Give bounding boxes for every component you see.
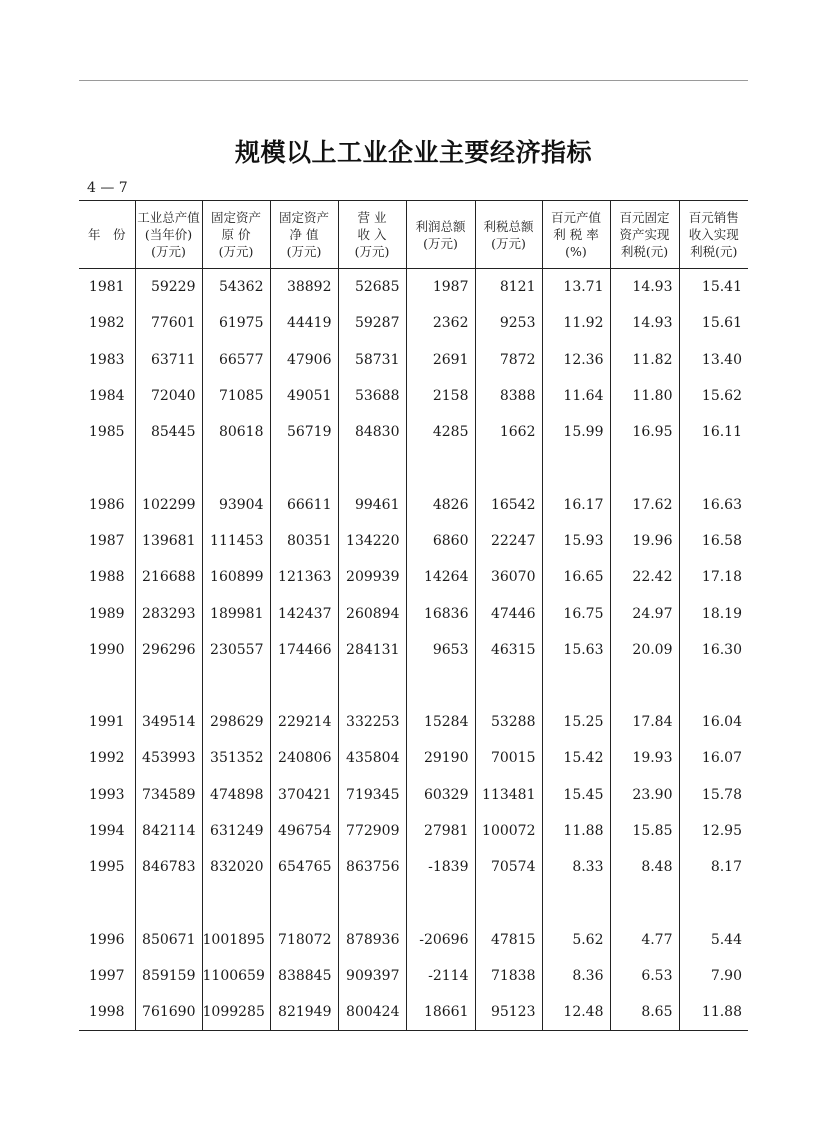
value-cell: 2691 [406,342,475,378]
value-cell: 54362 [202,269,270,306]
spacer-cell [406,450,475,486]
value-cell: 453993 [135,740,202,776]
year-cell: 1993 [88,786,125,803]
spacer-cell [270,450,338,486]
spacer-cell [679,450,748,486]
header-line: 利税(元) [620,244,669,259]
header-line: 原 价 [221,227,251,242]
value-cell: 36070 [475,559,542,595]
value-cell: 850671 [135,921,202,957]
value-cell: 14.93 [610,305,679,341]
value-cell: 44419 [270,305,338,341]
value-cell: 61975 [202,305,270,341]
header-line: 年 份 [87,227,126,242]
page-title: 规模以上工业企业主要经济指标 [234,138,592,167]
year-cell: 1992 [88,750,125,767]
year-cell: 1982 [88,315,125,332]
value-cell: 909397 [338,958,406,994]
spacer-cell [679,885,748,921]
table-row [79,740,748,776]
value-cell: 8.17 [679,849,748,885]
value-cell: 13.71 [542,269,610,306]
table-row [79,813,748,849]
value-cell: 1100659 [202,958,270,994]
value-cell: 100072 [475,813,542,849]
spacer-cell [79,668,135,704]
value-cell: 4285 [406,414,475,450]
value-cell: 66577 [202,342,270,378]
table-row [79,921,748,957]
value-cell: 5.62 [542,921,610,957]
value-cell: 349514 [135,704,202,740]
header-line: (万元) [354,244,390,259]
value-cell: 59287 [338,305,406,341]
value-cell: 12.48 [542,994,610,1031]
header-gross-output [135,201,202,269]
value-cell: 23.90 [610,777,679,813]
value-cell: 878936 [338,921,406,957]
value-cell: 113481 [475,777,542,813]
year-cell: 1984 [88,388,125,405]
spacer-cell [338,885,406,921]
value-cell: 772909 [338,813,406,849]
value-cell: 7872 [475,342,542,378]
value-cell: 52685 [338,269,406,306]
header-line: (万元) [423,235,458,251]
value-cell: 15.41 [679,269,748,306]
value-cell: 53688 [338,378,406,414]
value-cell: 1662 [475,414,542,450]
value-cell: 209939 [338,559,406,595]
spacer-cell [610,668,679,704]
value-cell: 12.95 [679,813,748,849]
value-cell: 15.25 [542,704,610,740]
value-cell: 821949 [270,994,338,1031]
value-cell: 11.88 [542,813,610,849]
spacer-cell [542,885,610,921]
header-line: (万元) [151,244,186,259]
value-cell: 435804 [338,740,406,776]
value-cell: 16836 [406,595,475,631]
value-cell: 19.93 [610,740,679,776]
value-cell: 16.75 [542,595,610,631]
value-cell: 230557 [202,632,270,668]
value-cell: 47446 [475,595,542,631]
value-cell: 29190 [406,740,475,776]
header-output-tax-rate [542,201,610,269]
value-cell: 6.53 [610,958,679,994]
value-cell: 15.62 [679,378,748,414]
spacer-cell [202,668,270,704]
value-cell: 18.19 [679,595,748,631]
table-row [79,704,748,740]
table-row [79,777,748,813]
year-cell: 1998 [79,994,135,1031]
value-cell: 800424 [338,994,406,1031]
table-row [79,269,748,306]
group-spacer-row [79,885,748,921]
table-row [79,523,748,559]
value-cell: 260894 [338,595,406,631]
header-line: 百元固定 [619,210,670,225]
value-cell: 11.92 [542,305,610,341]
value-cell: 863756 [338,849,406,885]
value-cell: 22.42 [610,559,679,595]
header-line: 利 税 率 [553,227,599,242]
value-cell: 11.64 [542,378,610,414]
value-cell: 6860 [406,523,475,559]
year-cell: 1988 [88,569,125,586]
spacer-cell [406,885,475,921]
indicator-table [79,200,748,1031]
value-cell: 15.85 [610,813,679,849]
value-cell: 70574 [475,849,542,885]
value-cell: 20.09 [610,632,679,668]
value-cell: 16.95 [610,414,679,450]
value-cell: 14.93 [610,269,679,306]
table-row [79,378,748,414]
value-cell: 47815 [475,921,542,957]
header-line: (万元) [491,235,526,251]
value-cell: -2114 [406,958,475,994]
value-cell: 16.65 [542,559,610,595]
spacer-cell [79,885,135,921]
table-header-row [79,201,748,269]
value-cell: 2158 [406,378,475,414]
value-cell: 283293 [135,595,202,631]
value-cell: 631249 [202,813,270,849]
value-cell: 15.78 [679,777,748,813]
spacer-cell [135,885,202,921]
header-line: (当年价) [144,227,193,242]
value-cell: 229214 [270,704,338,740]
value-cell: 8.33 [542,849,610,885]
year-cell: 1991 [88,714,125,731]
value-cell: 84830 [338,414,406,450]
value-cell: 66611 [270,486,338,522]
table-row [79,414,748,450]
value-cell: 80618 [202,414,270,450]
value-cell: 99461 [338,486,406,522]
value-cell: 95123 [475,994,542,1031]
value-cell: 5.44 [679,921,748,957]
table-row [79,305,748,341]
value-cell: 859159 [135,958,202,994]
header-sales-tax [679,201,748,269]
year-cell: 1987 [88,532,125,549]
top-rule [79,80,748,81]
year-cell: 1985 [88,424,125,441]
value-cell: 56719 [270,414,338,450]
spacer-cell [679,668,748,704]
header-total-profit [406,201,475,269]
value-cell: 17.18 [679,559,748,595]
value-cell: 142437 [270,595,338,631]
table-row [79,559,748,595]
value-cell: 16.17 [542,486,610,522]
value-cell: 332253 [338,704,406,740]
year-cell: 1996 [88,931,125,948]
value-cell: 1987 [406,269,475,306]
value-cell: 15.42 [542,740,610,776]
table-row [79,994,748,1031]
year-cell: 1990 [88,641,125,658]
spacer-cell [610,885,679,921]
value-cell: 17.84 [610,704,679,740]
value-cell: 761690 [135,994,202,1031]
header-line: 利税(元) [690,244,738,259]
value-cell: -20696 [406,921,475,957]
value-cell: 9253 [475,305,542,341]
value-cell: 121363 [270,559,338,595]
table-row [79,632,748,668]
year-cell: 1983 [88,351,125,368]
value-cell: 11.88 [679,994,748,1031]
value-cell: 1001895 [202,921,270,957]
value-cell: 16542 [475,486,542,522]
value-cell: 77601 [135,305,202,341]
table-code: 4 — 7 [87,180,128,196]
header-line: 净 值 [289,227,319,242]
value-cell: 12.36 [542,342,610,378]
value-cell: 134220 [338,523,406,559]
value-cell: 11.80 [610,378,679,414]
value-cell: 189981 [202,595,270,631]
value-cell: 718072 [270,921,338,957]
value-cell: 71085 [202,378,270,414]
value-cell: 27981 [406,813,475,849]
value-cell: 8121 [475,269,542,306]
spacer-cell [270,668,338,704]
value-cell: 842114 [135,813,202,849]
year-cell: 1981 [88,279,125,296]
spacer-cell [542,668,610,704]
value-cell: 174466 [270,632,338,668]
table-body [79,269,748,1031]
value-cell: 734589 [135,777,202,813]
value-cell: 11.82 [610,342,679,378]
header-fixed-asset-tax [610,201,679,269]
value-cell: 474898 [202,777,270,813]
value-cell: 8.48 [610,849,679,885]
value-cell: 15.45 [542,777,610,813]
value-cell: 16.63 [679,486,748,522]
year-cell: 1995 [88,859,125,876]
value-cell: 19.96 [610,523,679,559]
table-row [79,486,748,522]
value-cell: 16.30 [679,632,748,668]
value-cell: 59229 [135,269,202,306]
value-cell: 71838 [475,958,542,994]
value-cell: 9653 [406,632,475,668]
value-cell: 14264 [406,559,475,595]
value-cell: 16.04 [679,704,748,740]
value-cell: 72040 [135,378,202,414]
value-cell: 60329 [406,777,475,813]
header-profit-tax [475,201,542,269]
header-revenue [338,201,406,269]
spacer-cell [270,885,338,921]
value-cell: 53288 [475,704,542,740]
table-row [79,958,748,994]
value-cell: 24.97 [610,595,679,631]
value-cell: 102299 [135,486,202,522]
value-cell: 838845 [270,958,338,994]
spacer-cell [135,450,202,486]
spacer-cell [135,668,202,704]
spacer-cell [202,450,270,486]
table-row [79,595,748,631]
value-cell: 160899 [202,559,270,595]
table-row [79,342,748,378]
value-cell: 139681 [135,523,202,559]
value-cell: 15.99 [542,414,610,450]
header-line: 收入实现 [688,227,739,242]
header-line: 营 业 [357,210,387,225]
value-cell: 15284 [406,704,475,740]
header-line: 固定资产 [210,210,261,225]
spacer-cell [406,668,475,704]
value-cell: 216688 [135,559,202,595]
value-cell: 719345 [338,777,406,813]
value-cell: 46315 [475,632,542,668]
spacer-cell [202,885,270,921]
value-cell: 284131 [338,632,406,668]
value-cell: 2362 [406,305,475,341]
value-cell: 15.93 [542,523,610,559]
header-line: 百元产值 [550,210,601,225]
value-cell: 654765 [270,849,338,885]
value-cell: 4826 [406,486,475,522]
value-cell: 16.58 [679,523,748,559]
value-cell: 80351 [270,523,338,559]
value-cell: 63711 [135,342,202,378]
value-cell: 846783 [135,849,202,885]
value-cell: 832020 [202,849,270,885]
value-cell: 85445 [135,414,202,450]
spacer-cell [475,450,542,486]
header-fixed-assets-net [270,201,338,269]
header-line: 百元销售 [688,210,739,225]
value-cell: 16.11 [679,414,748,450]
value-cell: 18661 [406,994,475,1031]
value-cell: 70015 [475,740,542,776]
value-cell: -1839 [406,849,475,885]
header-line: 工业总产值 [137,210,200,225]
header-line: 资产实现 [619,227,670,242]
value-cell: 47906 [270,342,338,378]
group-spacer-row [79,450,748,486]
value-cell: 58731 [338,342,406,378]
value-cell: 351352 [202,740,270,776]
header-line: 利润总额 [415,218,466,234]
value-cell: 49051 [270,378,338,414]
value-cell: 16.07 [679,740,748,776]
spacer-cell [542,450,610,486]
spacer-cell [475,668,542,704]
group-spacer-row [79,668,748,704]
header-line: (%) [565,244,587,259]
value-cell: 8.65 [610,994,679,1031]
table-row [79,849,748,885]
value-cell: 15.61 [679,305,748,341]
spacer-cell [338,450,406,486]
header-year [79,201,135,269]
value-cell: 38892 [270,269,338,306]
header-fixed-assets-original [202,201,270,269]
value-cell: 4.77 [610,921,679,957]
value-cell: 8388 [475,378,542,414]
value-cell: 17.62 [610,486,679,522]
value-cell: 1099285 [202,994,270,1031]
value-cell: 8.36 [542,958,610,994]
value-cell: 240806 [270,740,338,776]
header-line: 收 入 [357,227,387,242]
spacer-cell [610,450,679,486]
value-cell: 7.90 [679,958,748,994]
value-cell: 22247 [475,523,542,559]
year-cell: 1986 [88,496,125,513]
header-line: 固定资产 [278,210,329,225]
value-cell: 15.63 [542,632,610,668]
value-cell: 370421 [270,777,338,813]
value-cell: 13.40 [679,342,748,378]
spacer-cell [79,450,135,486]
value-cell: 296296 [135,632,202,668]
spacer-cell [338,668,406,704]
year-cell: 1989 [88,605,125,622]
value-cell: 496754 [270,813,338,849]
header-line: (万元) [218,244,254,259]
year-cell: 1997 [88,967,125,984]
value-cell: 298629 [202,704,270,740]
spacer-cell [475,885,542,921]
year-cell: 1994 [88,823,125,839]
header-line: (万元) [286,244,322,259]
value-cell: 111453 [202,523,270,559]
value-cell: 93904 [202,486,270,522]
header-line: 利税总额 [483,218,534,234]
